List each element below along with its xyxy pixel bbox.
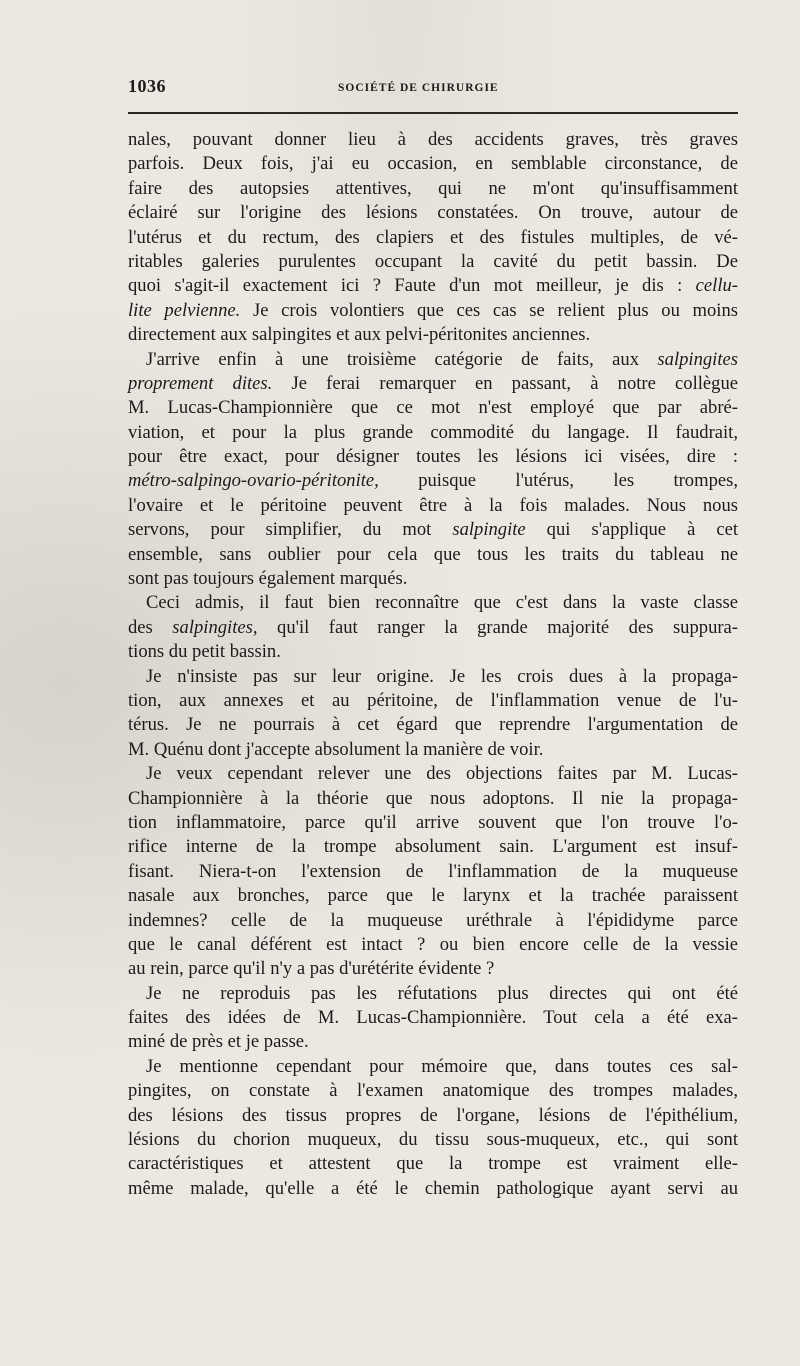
- text-line: M. Lucas-Championnière que ce mot n'est employé que par abré-: [128, 397, 738, 419]
- text-line: pour être exact, pour désigner toutes les lésions ici visées, dire :: [128, 446, 738, 468]
- text-line: tions du petit bassin.: [128, 641, 281, 663]
- text-line: lite pelvienne. Je crois volontiers que ces cas se relient plus ou moins: [128, 299, 739, 321]
- page-header: [128, 76, 738, 102]
- text-line: même malade, qu'elle a été le chemin pathologique ayant servi au: [128, 1177, 738, 1199]
- page-number: 1036: [128, 76, 166, 96]
- text-line: J'arrive enfin à une troisième catégorie de faits, aux salpingites: [146, 348, 738, 370]
- running-head: SOCIÉTÉ DE CHIRURGIE: [338, 82, 499, 94]
- text-line: métro-salpingo-ovario-péritonite, puisque l'utérus, les trompes,: [128, 470, 738, 492]
- text-line: fisant. Niera-t-on l'extension de l'inflammation de la muqueuse: [128, 860, 738, 882]
- text-line: Je ne reproduis pas les réfutations plus directes qui ont été: [146, 982, 738, 1004]
- text-line: Je mentionne cependant pour mémoire que, dans toutes ces sal-: [146, 1055, 738, 1077]
- text-line: nales, pouvant donner lieu à des accidents graves, très graves: [128, 129, 738, 150]
- text-line: l'ovaire et le péritoine peuvent être à la fois malades. Nous nous: [128, 494, 738, 516]
- text-line: directement aux salpingites et aux pelvi-péritonites anciennes.: [128, 324, 591, 346]
- text-line: M. Quénu dont j'accepte absolument la manière de voir.: [128, 738, 544, 760]
- text-line: tion, aux annexes et au péritoine, de l'inflammation venue de l'u-: [128, 689, 738, 711]
- text-line: sont pas toujours également marqués.: [128, 568, 408, 590]
- text-line: térus. Je ne pourrais à cet égard que reprendre l'argumentation de: [128, 714, 738, 736]
- text-line: pingites, on constate à l'examen anatomique des trompes malades,: [128, 1080, 738, 1102]
- body-text: [128, 128, 738, 1201]
- text-line: nasale aux bronches, parce que le larynx et la trachée paraissent: [128, 885, 738, 907]
- text-line: au rein, parce qu'il n'y a pas d'urétérite évidente ?: [128, 958, 495, 980]
- text-line: quoi s'agit-il exactement ici ? Faute d'un mot meilleur, je dis : cellu-: [128, 275, 738, 297]
- text-line: viation, et pour la plus grande commodité du langage. Il faudrait,: [128, 421, 738, 443]
- text-line: éclairé sur l'origine des lésions constatées. On trouve, autour de: [128, 202, 738, 224]
- text-line: Je n'insiste pas sur leur origine. Je les crois dues à la propaga-: [146, 665, 738, 687]
- text-line: Championnière à la théorie que nous adoptons. Il nie la propaga-: [128, 787, 738, 809]
- text-line: servons, pour simplifier, du mot salpingite qui s'applique à cet: [128, 519, 739, 541]
- text-line: que le canal déférent est intact ? ou bien encore celle de la vessie: [128, 933, 738, 955]
- text-line: tion inflammatoire, parce qu'il arrive souvent que l'on trouve l'o-: [128, 811, 738, 833]
- text-line: des salpingites, qu'il faut ranger la grande majorité des suppura-: [128, 616, 738, 638]
- text-line: caractéristiques et attestent que la trompe est vraiment elle-: [128, 1153, 738, 1175]
- text-line: ensemble, sans oublier pour cela que tous les traits du tableau ne: [128, 543, 738, 565]
- text-line: faire des autopsies attentives, qui ne m'ont qu'insuffisamment: [128, 177, 738, 199]
- header-rule: [128, 112, 738, 114]
- text-line: proprement dites. Je ferai remarquer en passant, à notre collègue: [128, 372, 739, 394]
- text-line: l'utérus et du rectum, des clapiers et des fistules multiples, de vé-: [128, 226, 738, 248]
- text-line: indemnes? celle de la muqueuse uréthrale à l'épididyme parce: [128, 909, 738, 931]
- text-line: Je veux cependant relever une des objections faites par M. Lucas-: [146, 763, 738, 785]
- text-line: parfois. Deux fois, j'ai eu occasion, en semblable circonstance, de: [128, 153, 738, 175]
- text-line: miné de près et je passe.: [128, 1031, 309, 1053]
- text-line: ritables galeries purulentes occupant la cavité du petit bassin. De: [128, 250, 738, 272]
- text-line: Ceci admis, il faut bien reconnaître que c'est dans la vaste classe: [146, 592, 738, 614]
- text-line: lésions du chorion muqueux, du tissu sous-muqueux, etc., qui sont: [128, 1129, 738, 1151]
- text-line: des lésions des tissus propres de l'organe, lésions de l'épithélium,: [128, 1104, 738, 1126]
- text-line: rifice interne de la trompe absolument sain. L'argument est insuf-: [128, 836, 738, 858]
- text-line: faites des idées de M. Lucas-Championnière. Tout cela a été exa-: [128, 1007, 738, 1029]
